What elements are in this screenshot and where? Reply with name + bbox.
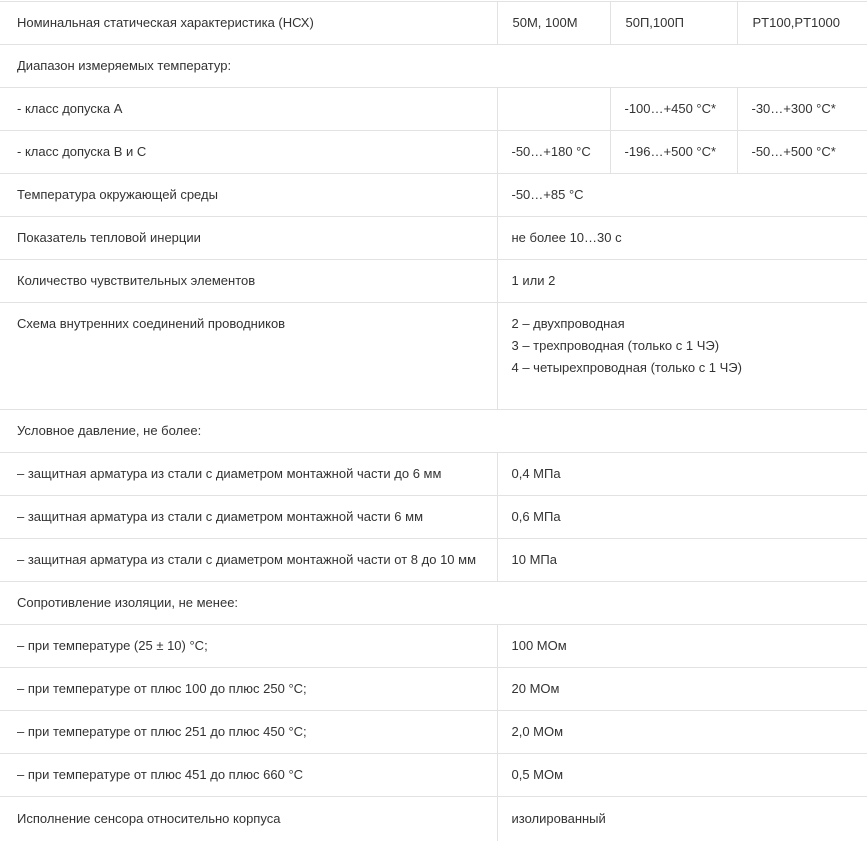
insulation-item-value: 0,5 МОм xyxy=(497,754,867,797)
class-a-copper xyxy=(497,88,610,131)
insulation-item-label: – при температуре от плюс 100 до плюс 250 °С; xyxy=(0,668,497,711)
ambient-label: Температура окружающей среды xyxy=(0,174,497,217)
temp-range-row xyxy=(0,45,867,88)
insulation-item-label: – при температуре (25 ± 10) °С; xyxy=(0,625,497,668)
insulation-item-label: – при температуре от плюс 251 до плюс 450 °С; xyxy=(0,711,497,754)
pressure-item-value: 10 МПа xyxy=(497,539,867,582)
ambient-value: -50…+85 °С xyxy=(497,174,867,217)
class-a-label: - класс допуска А xyxy=(0,88,497,131)
class-bc-pt: -50…+500 °С* xyxy=(737,131,867,174)
pressure-item-label: – защитная арматура из стали с диаметром монтажной части от 8 до 10 мм xyxy=(0,539,497,582)
wiring-line: 2 – двухпроводная xyxy=(512,313,867,335)
pressure-item-row xyxy=(0,496,867,539)
pressure-row xyxy=(0,410,867,453)
insulation-item-value: 100 МОм xyxy=(497,625,867,668)
pressure-item-value: 0,4 МПа xyxy=(497,453,867,496)
pressure-item-row xyxy=(0,539,867,582)
pressure-item-label: – защитная арматура из стали с диаметром монтажной части 6 мм xyxy=(0,496,497,539)
nsh-row xyxy=(0,2,867,45)
nsh-col-copper: 50М, 100М xyxy=(497,2,610,45)
pressure-item-row xyxy=(0,453,867,496)
class-a-platinum: -100…+450 °С* xyxy=(610,88,737,131)
specifications-table xyxy=(0,1,867,841)
ambient-row xyxy=(0,174,867,217)
insulation-row xyxy=(0,582,867,625)
nsh-label: Номинальная статическая характеристика (НСХ) xyxy=(0,2,497,45)
elements-label: Количество чувствительных элементов xyxy=(0,260,497,303)
inertia-label: Показатель тепловой инерции xyxy=(0,217,497,260)
class-bc-platinum: -196…+500 °С* xyxy=(610,131,737,174)
pressure-item-label: – защитная арматура из стали с диаметром монтажной части до 6 мм xyxy=(0,453,497,496)
class-a-pt: -30…+300 °С* xyxy=(737,88,867,131)
pressure-item-value: 0,6 МПа xyxy=(497,496,867,539)
inertia-value: не более 10…30 с xyxy=(497,217,867,260)
class-a-row xyxy=(0,88,867,131)
sensor-value: изолированный xyxy=(497,797,867,841)
class-bc-row xyxy=(0,131,867,174)
sensor-row xyxy=(0,797,867,841)
wiring-value xyxy=(497,303,867,410)
pressure-label: Условное давление, не более: xyxy=(0,410,867,453)
wiring-label: Схема внутренних соединений проводников xyxy=(0,303,497,410)
insulation-item-value: 20 МОм xyxy=(497,668,867,711)
insulation-item-value: 2,0 МОм xyxy=(497,711,867,754)
elements-row xyxy=(0,260,867,303)
nsh-col-platinum: 50П,100П xyxy=(610,2,737,45)
elements-value: 1 или 2 xyxy=(497,260,867,303)
sensor-label: Исполнение сенсора относительно корпуса xyxy=(0,797,497,841)
wiring-line: 3 – трехпроводная (только с 1 ЧЭ) xyxy=(512,335,867,357)
insulation-item-label: – при температуре от плюс 451 до плюс 660 °С xyxy=(0,754,497,797)
inertia-row xyxy=(0,217,867,260)
wiring-row xyxy=(0,303,867,410)
nsh-col-pt: PT100,PT1000 xyxy=(737,2,867,45)
class-bc-label: - класс допуска В и С xyxy=(0,131,497,174)
insulation-item-row xyxy=(0,625,867,668)
insulation-item-row xyxy=(0,754,867,797)
insulation-item-row xyxy=(0,711,867,754)
temp-range-label: Диапазон измеряемых температур: xyxy=(0,45,867,88)
insulation-label: Сопротивление изоляции, не менее: xyxy=(0,582,867,625)
insulation-item-row xyxy=(0,668,867,711)
wiring-line: 4 – четырехпроводная (только с 1 ЧЭ) xyxy=(512,357,867,379)
class-bc-copper: -50…+180 °С xyxy=(497,131,610,174)
